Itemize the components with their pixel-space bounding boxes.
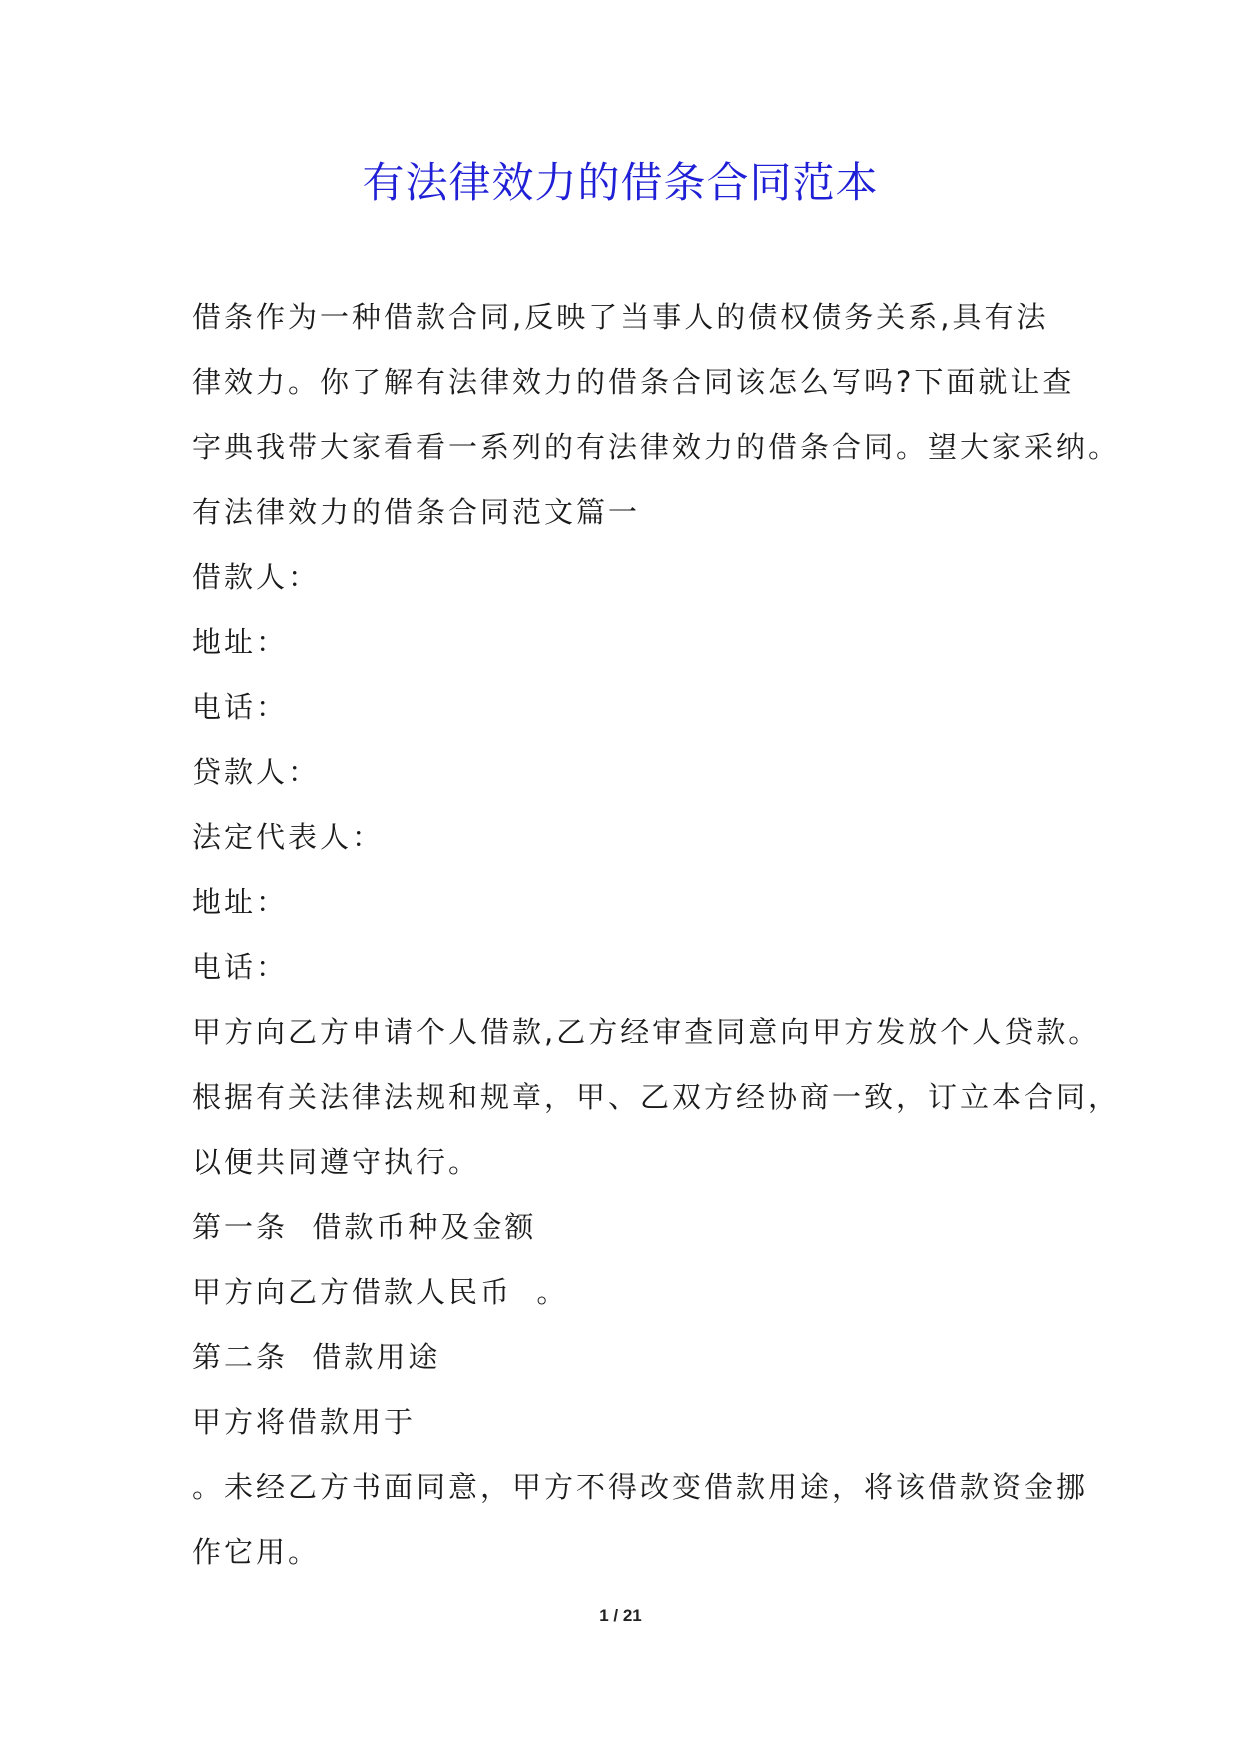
paragraph-line: 根据有关法律法规和规章，甲、乙双方经协商一致，订立本合同， (192, 1080, 1121, 1114)
field-label-phone: 电话： (192, 950, 289, 984)
paragraph-line: 。未经乙方书面同意，甲方不得改变借款用途，将该借款资金挪 (192, 1470, 1089, 1504)
field-label-lender: 贷款人： (192, 755, 321, 789)
field-label-legal-representative: 法定代表人： (192, 820, 385, 854)
field-label-address: 地址： (192, 885, 289, 919)
section-heading: 有法律效力的借条合同范文篇一 (192, 495, 641, 529)
paragraph-line: 甲方将借款用于 (192, 1405, 417, 1439)
paragraph-line: 甲方向乙方借款人民币 。 (192, 1275, 569, 1309)
field-label-borrower: 借款人： (192, 560, 321, 594)
paragraph-line: 作它用。 (192, 1535, 321, 1569)
page-number: 1 / 21 (599, 1606, 642, 1625)
field-label-phone: 电话： (192, 690, 289, 724)
article-heading: 第二条 借款用途 (192, 1340, 441, 1374)
paragraph-line: 字典我带大家看看一系列的有法律效力的借条合同。望大家采纳。 (192, 430, 1121, 464)
article-heading: 第一条 借款币种及金额 (192, 1210, 537, 1244)
paragraph-line: 律效力。你了解有法律效力的借条合同该怎么写吗?下面就让查 (192, 365, 1075, 399)
page-title: 有法律效力的借条合同范本 (362, 158, 879, 207)
document-body (192, 285, 1121, 1585)
paragraph-line: 以便共同遵守执行。 (192, 1145, 481, 1179)
paragraph-line: 借条作为一种借款合同,反映了当事人的债权债务关系,具有法 (192, 300, 1049, 334)
paragraph-line: 甲方向乙方申请个人借款,乙方经审查同意向甲方发放个人贷款。 (192, 1015, 1101, 1049)
field-label-address: 地址： (192, 625, 289, 659)
